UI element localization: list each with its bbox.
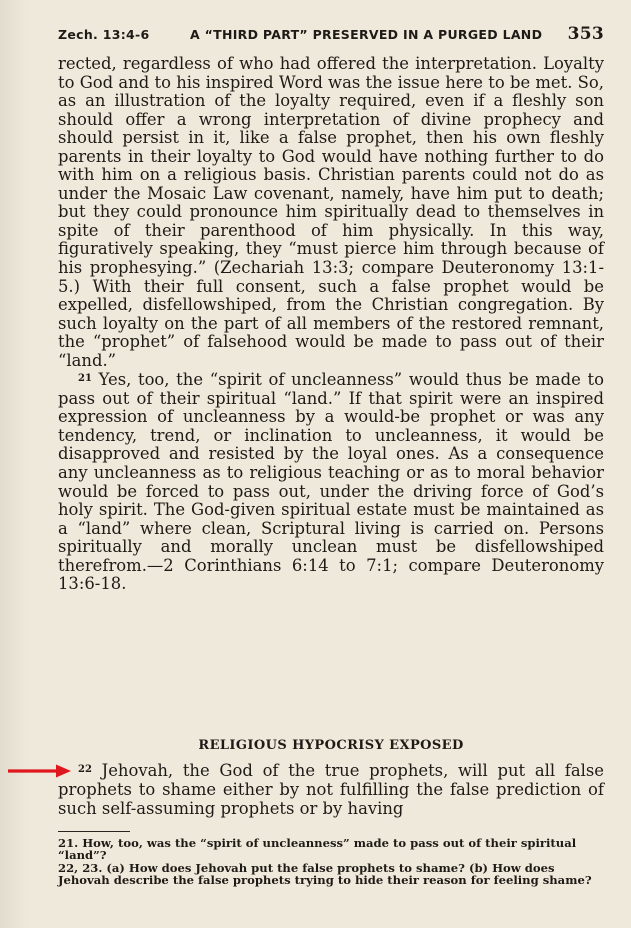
footnote-divider	[58, 831, 130, 832]
paragraph-text: Yes, too, the “spirit of uncleanness” would thus be made to pass out of their spiritual “land.” If that spirit were an inspired expression of uncleanness by a would-be prophet or was any tendency, trend, or inclination to uncleanness, it would be disapproved and resisted by the loyal ones. As a consequence any uncleanness as to religious teaching or as to moral behavior would be forced to pass out, under the driving force of God’s holy spirit. The God-given spiritual estate must be maintained as a “land” where clean, Scriptural living is carried on. Persons spiritually and morally unclean must be disfellowshiped therefrom.—2 Corinthians 6:14 to 7:1; compare Deuteronomy 13:6-18.	[58, 370, 604, 594]
section-subheading: RELIGIOUS HYPOCRISY EXPOSED	[198, 738, 464, 753]
body-text	[58, 55, 604, 594]
paragraph-text: Jehovah, the God of the true prophets, will put all false prophets to shame either by not fulfilling the false prediction of such self-assuming prophets or by having	[58, 761, 604, 818]
running-header	[58, 24, 606, 46]
study-question: 22, 23. (a) How does Jehovah put the false prophets to shame? (b) How does Jehovah describe the false prophets trying to hide their reason for feeling shame?	[58, 860, 592, 888]
paragraph-text: rected, regardless of who had offered the interpretation. Loyalty to God and to his inspired Word was the issue here to be met. So, as an illustration of the loyalty required, even if a fleshly son should offer a wrong interpretation of divine prophecy and should persist in it, like a false prophet, then his own fleshly parents in their loyalty to God would have nothing further to do with him on a religious basis. Christian parents could not do as under the Mosaic Law covenant, namely, have him put to death; but they could pronounce him spiritually dead to themselves in spite of their parenthood of him physically. In this way, figuratively speaking, they “must pierce him through because of his prophesying.” (Zechariah 13:3; compare Deuteronomy 13:1-5.) With their full consent, such a false prophet would be expelled, disfellowshiped, from the Christian congregation. By such loyalty on the part of all members of the restored remnant, the “prophet” of falsehood would be made to pass out of their “land.”	[58, 54, 604, 370]
paragraph-22	[58, 760, 604, 818]
study-question: 21. How, too, was the “spirit of uncleanness” made to pass out of their spiritual “land”?	[58, 836, 577, 863]
header-scripture-ref: Zech. 13:4-6	[58, 27, 150, 42]
study-questions	[58, 837, 604, 887]
page-number: 353	[567, 24, 604, 44]
paragraph-21	[58, 370, 604, 594]
page-gutter-shadow	[0, 0, 30, 928]
paragraph-number: 21	[78, 373, 92, 385]
paragraph-continued	[58, 55, 604, 370]
header-running-title: A “THIRD PART” PRESERVED IN A PURGED LAND	[190, 27, 543, 42]
paragraph-number: 22	[78, 764, 92, 775]
